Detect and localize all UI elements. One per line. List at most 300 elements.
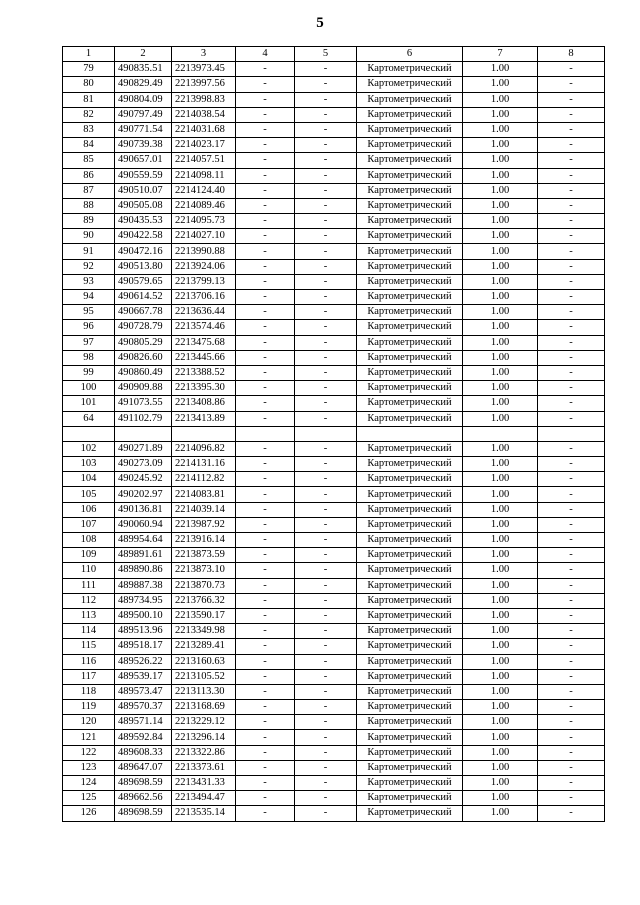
table-cell: - [295, 396, 357, 411]
table-row [63, 745, 605, 760]
table-row [63, 62, 605, 77]
table-row [63, 654, 605, 669]
table-cell: 82 [63, 107, 115, 122]
table-cell: 2213113.30 [172, 684, 236, 699]
table-cell: 116 [63, 654, 115, 669]
table-cell: 2213388.52 [172, 365, 236, 380]
table-cell: - [295, 244, 357, 259]
table-cell: 81 [63, 92, 115, 107]
table-cell: - [538, 381, 605, 396]
table-cell: - [295, 745, 357, 760]
table-cell: - [236, 138, 295, 153]
table-cell: 489734.95 [115, 593, 172, 608]
table-cell: Картометрический [357, 441, 463, 456]
table-cell: 2214023.17 [172, 138, 236, 153]
table-cell: - [295, 138, 357, 153]
table-cell: 2213168.69 [172, 700, 236, 715]
table-cell: - [236, 654, 295, 669]
table-cell: - [295, 335, 357, 350]
table-cell: 489608.33 [115, 745, 172, 760]
table-cell: 1.00 [463, 107, 538, 122]
table-cell: - [295, 608, 357, 623]
table-cell: - [236, 122, 295, 137]
table-cell: - [538, 229, 605, 244]
table-cell: Картометрический [357, 229, 463, 244]
table-cell: 2213924.06 [172, 259, 236, 274]
table-cell: 2213160.63 [172, 654, 236, 669]
table-row [63, 153, 605, 168]
table-cell: - [538, 335, 605, 350]
table-cell: 1.00 [463, 457, 538, 472]
table-cell: 1.00 [463, 624, 538, 639]
table-cell: 490739.38 [115, 138, 172, 153]
table-cell: 79 [63, 62, 115, 77]
table-cell: 1.00 [463, 396, 538, 411]
table-row [63, 92, 605, 107]
table-cell [63, 426, 115, 441]
table-cell: 2214095.73 [172, 214, 236, 229]
table-cell: 2213445.66 [172, 350, 236, 365]
table-cell: - [236, 502, 295, 517]
table-cell: - [236, 244, 295, 259]
table-cell: Картометрический [357, 578, 463, 593]
table-cell: 490202.97 [115, 487, 172, 502]
table-cell: Картометрический [357, 700, 463, 715]
table-cell: - [538, 624, 605, 639]
table-cell [538, 426, 605, 441]
table-cell: - [236, 624, 295, 639]
table-cell: - [295, 776, 357, 791]
table-row [63, 487, 605, 502]
table-cell: - [295, 92, 357, 107]
table-cell: 490657.01 [115, 153, 172, 168]
table-cell: - [236, 198, 295, 213]
table-cell: 2213395.30 [172, 381, 236, 396]
table-cell: 2214096.82 [172, 441, 236, 456]
table-cell: 91 [63, 244, 115, 259]
table-cell: Картометрический [357, 608, 463, 623]
table-row [63, 715, 605, 730]
table-cell: Картометрический [357, 730, 463, 745]
table-row [63, 517, 605, 532]
table-cell: - [538, 608, 605, 623]
table-row [63, 776, 605, 791]
table-cell: Картометрический [357, 791, 463, 806]
table-cell: - [538, 198, 605, 213]
table-row [63, 381, 605, 396]
table-cell: - [295, 457, 357, 472]
table-cell: 1.00 [463, 259, 538, 274]
table-cell: - [538, 62, 605, 77]
table-row [63, 122, 605, 137]
table-cell: - [236, 183, 295, 198]
table-row [63, 229, 605, 244]
table-cell: - [295, 183, 357, 198]
table-row [63, 411, 605, 426]
table-cell: 2213799.13 [172, 274, 236, 289]
table-cell: - [236, 715, 295, 730]
table-cell: 2213408.86 [172, 396, 236, 411]
table-cell: - [236, 274, 295, 289]
table-cell: - [236, 305, 295, 320]
table-cell: 2213105.52 [172, 669, 236, 684]
table-cell: 83 [63, 122, 115, 137]
table-cell: 490826.60 [115, 350, 172, 365]
table-cell: - [295, 806, 357, 821]
table-cell: 1.00 [463, 290, 538, 305]
table-cell: 490728.79 [115, 320, 172, 335]
table-cell: 489890.86 [115, 563, 172, 578]
table-cell: 2213296.14 [172, 730, 236, 745]
table-row [63, 320, 605, 335]
table-cell: - [538, 669, 605, 684]
table-cell: - [236, 229, 295, 244]
table-cell: Картометрический [357, 138, 463, 153]
table-cell: 489891.61 [115, 548, 172, 563]
table-cell: - [295, 365, 357, 380]
table-cell: 489513.96 [115, 624, 172, 639]
table-cell: Картометрический [357, 305, 463, 320]
table-cell: 489662.56 [115, 791, 172, 806]
table-cell: - [295, 229, 357, 244]
table-cell: 490060.94 [115, 517, 172, 532]
table-cell: 2214031.68 [172, 122, 236, 137]
table-cell: 491102.79 [115, 411, 172, 426]
table-cell: 121 [63, 730, 115, 745]
table-cell: Картометрический [357, 411, 463, 426]
table-cell: 489526.22 [115, 654, 172, 669]
table-cell: 1.00 [463, 608, 538, 623]
table-cell: Картометрический [357, 806, 463, 821]
table-row [63, 244, 605, 259]
table-cell: 102 [63, 441, 115, 456]
table-cell: 1.00 [463, 183, 538, 198]
table-cell: - [295, 62, 357, 77]
table-cell: - [236, 441, 295, 456]
table-cell: 80 [63, 77, 115, 92]
table-cell: 101 [63, 396, 115, 411]
table-cell: 490829.49 [115, 77, 172, 92]
table-cell: 1.00 [463, 62, 538, 77]
table-cell: 2213766.32 [172, 593, 236, 608]
table-cell: 1.00 [463, 168, 538, 183]
header-cell: 3 [172, 47, 236, 62]
table-row [63, 730, 605, 745]
table-cell: - [236, 517, 295, 532]
table-cell: 123 [63, 760, 115, 775]
table-cell: - [538, 305, 605, 320]
table-cell: 490797.49 [115, 107, 172, 122]
table-cell: 490271.89 [115, 441, 172, 456]
table-cell: - [295, 122, 357, 137]
table-cell: 489887.38 [115, 578, 172, 593]
table-cell: 490245.92 [115, 472, 172, 487]
table-cell: 1.00 [463, 365, 538, 380]
table-cell: - [295, 654, 357, 669]
table-cell: 2213990.88 [172, 244, 236, 259]
table-cell: 491073.55 [115, 396, 172, 411]
table-cell: - [538, 244, 605, 259]
table-body [63, 47, 605, 822]
table-cell: 2213413.89 [172, 411, 236, 426]
table-cell: 115 [63, 639, 115, 654]
table-cell: Картометрический [357, 654, 463, 669]
table-cell: 2214131.16 [172, 457, 236, 472]
table-cell: 490559.59 [115, 168, 172, 183]
table-cell: 2213997.56 [172, 77, 236, 92]
table-cell: - [538, 290, 605, 305]
table-cell: - [538, 700, 605, 715]
table-cell: - [236, 684, 295, 699]
table-cell: 92 [63, 259, 115, 274]
table-cell: - [538, 548, 605, 563]
table-cell: - [295, 411, 357, 426]
header-cell: 7 [463, 47, 538, 62]
table-cell: - [295, 381, 357, 396]
table-row [63, 563, 605, 578]
table-cell: 1.00 [463, 198, 538, 213]
table-cell: - [538, 563, 605, 578]
table-cell: 86 [63, 168, 115, 183]
table-cell: Картометрический [357, 548, 463, 563]
table-cell: - [236, 806, 295, 821]
table-row [63, 107, 605, 122]
table-cell: - [538, 715, 605, 730]
table-cell: - [538, 107, 605, 122]
table-cell: - [295, 730, 357, 745]
table-cell: - [236, 457, 295, 472]
table-cell: - [236, 776, 295, 791]
table-row [63, 77, 605, 92]
table-cell: 1.00 [463, 502, 538, 517]
table-cell: - [538, 472, 605, 487]
table-cell: - [236, 578, 295, 593]
table-cell: - [236, 335, 295, 350]
table-cell: - [236, 290, 295, 305]
table-cell: Картометрический [357, 760, 463, 775]
table-cell: 125 [63, 791, 115, 806]
table-cell: - [236, 791, 295, 806]
table-cell: Картометрический [357, 502, 463, 517]
table-cell: - [538, 487, 605, 502]
table-cell: 489500.10 [115, 608, 172, 623]
table-cell: - [295, 350, 357, 365]
table-cell: 2213973.45 [172, 62, 236, 77]
table-cell: 110 [63, 563, 115, 578]
table-cell: 1.00 [463, 153, 538, 168]
table-row [63, 608, 605, 623]
table-cell: 2213636.44 [172, 305, 236, 320]
table-cell: Картометрический [357, 365, 463, 380]
table-cell: Картометрический [357, 320, 463, 335]
table-cell: Картометрический [357, 381, 463, 396]
table-cell: 89 [63, 214, 115, 229]
table-cell: - [295, 563, 357, 578]
table-cell: 1.00 [463, 669, 538, 684]
table-cell: 84 [63, 138, 115, 153]
table-row [63, 593, 605, 608]
table-cell: 2213873.10 [172, 563, 236, 578]
table-cell: 2214124.40 [172, 183, 236, 198]
table-cell: - [295, 487, 357, 502]
table-cell: 1.00 [463, 563, 538, 578]
table-cell: Картометрический [357, 107, 463, 122]
header-cell: 6 [357, 47, 463, 62]
table-cell: 1.00 [463, 441, 538, 456]
table-cell: 489570.37 [115, 700, 172, 715]
table-cell: 490835.51 [115, 62, 172, 77]
table-row [63, 259, 605, 274]
table-cell: 2213987.92 [172, 517, 236, 532]
table-cell: - [295, 472, 357, 487]
table-row [63, 624, 605, 639]
table-cell: 98 [63, 350, 115, 365]
table-cell: - [538, 138, 605, 153]
table-cell: 106 [63, 502, 115, 517]
table-cell: 1.00 [463, 791, 538, 806]
table-cell: - [538, 168, 605, 183]
table-cell: 2214089.46 [172, 198, 236, 213]
table-cell: 490805.29 [115, 335, 172, 350]
header-cell: 2 [115, 47, 172, 62]
table-cell: - [236, 396, 295, 411]
table-cell: - [295, 593, 357, 608]
table-cell: 108 [63, 533, 115, 548]
table-cell: - [236, 730, 295, 745]
header-cell: 4 [236, 47, 295, 62]
table-cell: 1.00 [463, 760, 538, 775]
table-cell: Картометрический [357, 335, 463, 350]
table-cell: 2213916.14 [172, 533, 236, 548]
table-cell: 489647.07 [115, 760, 172, 775]
table-cell: 489698.59 [115, 806, 172, 821]
table-cell: - [236, 320, 295, 335]
table-cell: 2214039.14 [172, 502, 236, 517]
coordinates-table [62, 46, 605, 822]
table-row [63, 472, 605, 487]
table-cell: - [236, 548, 295, 563]
table-cell: 1.00 [463, 700, 538, 715]
table-cell: 1.00 [463, 77, 538, 92]
table-cell: 103 [63, 457, 115, 472]
table-cell: - [295, 198, 357, 213]
table-row [63, 396, 605, 411]
table-cell: 2213349.98 [172, 624, 236, 639]
table-cell: - [236, 669, 295, 684]
table-cell: 2214057.51 [172, 153, 236, 168]
table-row [63, 760, 605, 775]
table-cell: Картометрический [357, 745, 463, 760]
table-row [63, 639, 605, 654]
table-cell: - [295, 77, 357, 92]
table-cell: 105 [63, 487, 115, 502]
table-cell: - [295, 153, 357, 168]
table-cell: 88 [63, 198, 115, 213]
table-cell: - [236, 77, 295, 92]
table-row [63, 168, 605, 183]
table-cell [357, 426, 463, 441]
table-cell: 489573.47 [115, 684, 172, 699]
table-cell: 120 [63, 715, 115, 730]
table-cell: Картометрический [357, 669, 463, 684]
table-cell: 2214038.54 [172, 107, 236, 122]
table-cell: - [295, 259, 357, 274]
table-cell: 490513.80 [115, 259, 172, 274]
table-cell: - [538, 320, 605, 335]
table-cell: - [538, 502, 605, 517]
table-cell: 2213998.83 [172, 92, 236, 107]
table-cell: - [295, 107, 357, 122]
table-cell: 1.00 [463, 533, 538, 548]
table-cell: - [295, 441, 357, 456]
table-cell: 64 [63, 411, 115, 426]
table-cell: 1.00 [463, 350, 538, 365]
table-cell: - [538, 77, 605, 92]
table-cell: 90 [63, 229, 115, 244]
table-cell: 490472.16 [115, 244, 172, 259]
table-cell: 126 [63, 806, 115, 821]
table-cell: 97 [63, 335, 115, 350]
table-cell: 2213494.47 [172, 791, 236, 806]
table-cell [295, 426, 357, 441]
table-cell: 1.00 [463, 92, 538, 107]
table-cell: - [538, 214, 605, 229]
table-cell: 1.00 [463, 274, 538, 289]
table-row [63, 791, 605, 806]
table-cell: 1.00 [463, 593, 538, 608]
table-cell: - [236, 107, 295, 122]
table-cell: - [236, 411, 295, 426]
table-cell: 2214112.82 [172, 472, 236, 487]
table-cell: 85 [63, 153, 115, 168]
table-cell: 489698.59 [115, 776, 172, 791]
table-cell: Картометрический [357, 487, 463, 502]
table-cell: - [295, 684, 357, 699]
table-cell: 1.00 [463, 517, 538, 532]
table-cell: 2213590.17 [172, 608, 236, 623]
table-row [63, 305, 605, 320]
table-cell: 1.00 [463, 487, 538, 502]
table-cell: 490505.08 [115, 198, 172, 213]
table-cell: 1.00 [463, 138, 538, 153]
table-cell: 490667.78 [115, 305, 172, 320]
table-cell: Картометрический [357, 533, 463, 548]
table-cell: Картометрический [357, 62, 463, 77]
table-row [63, 350, 605, 365]
table-cell: - [538, 396, 605, 411]
table-cell: 1.00 [463, 730, 538, 745]
table-row [63, 183, 605, 198]
table-cell: - [236, 533, 295, 548]
table-cell: - [538, 183, 605, 198]
table-cell: - [538, 654, 605, 669]
table-cell: 95 [63, 305, 115, 320]
table-cell: - [538, 457, 605, 472]
table-cell: Картометрический [357, 153, 463, 168]
table-cell: - [538, 122, 605, 137]
table-cell: 1.00 [463, 411, 538, 426]
header-cell: 1 [63, 47, 115, 62]
table-cell: Картометрический [357, 396, 463, 411]
table-cell: Картометрический [357, 350, 463, 365]
table-row [63, 290, 605, 305]
table-cell: - [236, 745, 295, 760]
table-cell: 1.00 [463, 320, 538, 335]
table-cell: - [236, 593, 295, 608]
table-cell: 2214098.11 [172, 168, 236, 183]
table-cell: 1.00 [463, 745, 538, 760]
table-cell: - [538, 760, 605, 775]
